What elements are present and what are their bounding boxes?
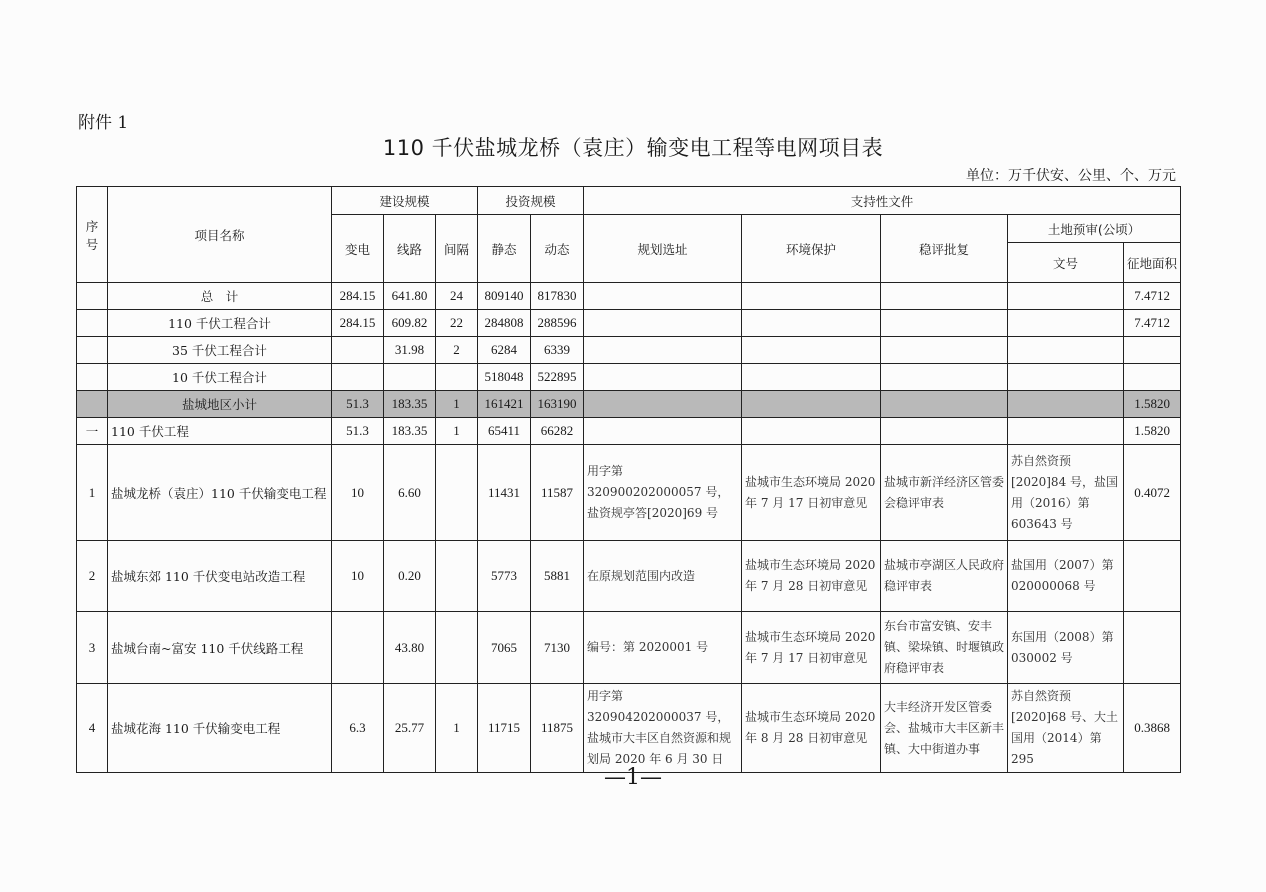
cell-doc: 东国用（2008）第 030002 号 — [1008, 612, 1124, 684]
cell-name: 总 计 — [108, 283, 332, 310]
header-static: 静态 — [478, 215, 531, 283]
cell-planning — [584, 418, 742, 445]
cell-env — [742, 391, 881, 418]
cell-area: 0.3868 — [1124, 684, 1181, 773]
cell-line: 6.60 — [384, 445, 436, 541]
document-title: 110 千伏盐城龙桥（袁庄）输变电工程等电网项目表 — [382, 136, 884, 160]
attachment-label: 附件 1 — [78, 113, 129, 133]
cell-line: 183.35 — [384, 391, 436, 418]
header-line: 线路 — [384, 215, 436, 283]
table-row — [77, 684, 1181, 773]
cell-sub: 284.15 — [332, 283, 384, 310]
cell-bay — [436, 364, 478, 391]
cell-dynamic: 7130 — [531, 612, 584, 684]
table-row — [77, 541, 1181, 612]
cell-seq — [77, 283, 108, 310]
header-doc-no: 文号 — [1008, 243, 1124, 283]
cell-line: 0.20 — [384, 541, 436, 612]
cell-sub — [332, 337, 384, 364]
header-planning: 规划选址 — [584, 215, 742, 283]
cell-line: 31.98 — [384, 337, 436, 364]
cell-sub: 51.3 — [332, 391, 384, 418]
cell-doc — [1008, 337, 1124, 364]
cell-planning — [584, 391, 742, 418]
cell-area: 1.5820 — [1124, 391, 1181, 418]
table-row — [77, 364, 1181, 391]
header-dynamic: 动态 — [531, 215, 584, 283]
header-area: 征地面积 — [1124, 243, 1181, 283]
cell-name: 盐城龙桥（袁庄）110 千伏输变电工程 — [108, 445, 332, 541]
cell-dynamic: 163190 — [531, 391, 584, 418]
cell-sub: 10 — [332, 541, 384, 612]
cell-sub: 284.15 — [332, 310, 384, 337]
cell-env: 盐城市生态环境局 2020 年 7 月 28 日初审意见 — [742, 541, 881, 612]
cell-bay — [436, 541, 478, 612]
cell-seq: 4 — [77, 684, 108, 773]
header-env: 环境保护 — [742, 215, 881, 283]
cell-static: 7065 — [478, 612, 531, 684]
cell-stability — [881, 310, 1008, 337]
header-land: 土地预审(公顷） — [1008, 215, 1181, 243]
cell-env: 盐城市生态环境局 2020 年 7 月 17 日初审意见 — [742, 612, 881, 684]
table-row — [77, 337, 1181, 364]
cell-area: 7.4712 — [1124, 310, 1181, 337]
cell-sub: 6.3 — [332, 684, 384, 773]
cell-doc — [1008, 364, 1124, 391]
cell-dynamic: 6339 — [531, 337, 584, 364]
cell-seq: 3 — [77, 612, 108, 684]
cell-area: 7.4712 — [1124, 283, 1181, 310]
cell-dynamic: 66282 — [531, 418, 584, 445]
cell-doc — [1008, 283, 1124, 310]
header-investment: 投资规模 — [478, 187, 584, 215]
cell-static: 284808 — [478, 310, 531, 337]
cell-static: 11715 — [478, 684, 531, 773]
cell-stability: 盐城市新洋经济区管委会稳评审表 — [881, 445, 1008, 541]
cell-line: 183.35 — [384, 418, 436, 445]
cell-dynamic: 11875 — [531, 684, 584, 773]
cell-bay: 2 — [436, 337, 478, 364]
cell-line — [384, 364, 436, 391]
cell-doc: 苏自然资预 [2020]84 号，盐国用（2016）第 603643 号 — [1008, 445, 1124, 541]
cell-env — [742, 283, 881, 310]
cell-static: 5773 — [478, 541, 531, 612]
cell-area — [1124, 541, 1181, 612]
cell-doc — [1008, 310, 1124, 337]
cell-name: 盐城台南~富安 110 千伏线路工程 — [108, 612, 332, 684]
cell-static: 65411 — [478, 418, 531, 445]
cell-static: 6284 — [478, 337, 531, 364]
cell-name: 110 千伏工程合计 — [108, 310, 332, 337]
cell-bay: 24 — [436, 283, 478, 310]
cell-static: 11431 — [478, 445, 531, 541]
cell-bay — [436, 612, 478, 684]
page-number: —1— — [604, 765, 662, 790]
cell-stability: 盐城市亭湖区人民政府稳评审表 — [881, 541, 1008, 612]
cell-name: 盐城地区小计 — [108, 391, 332, 418]
cell-env: 盐城市生态环境局 2020 年 8 月 28 日初审意见 — [742, 684, 881, 773]
cell-name: 10 千伏工程合计 — [108, 364, 332, 391]
cell-name: 盐城花海 110 千伏输变电工程 — [108, 684, 332, 773]
cell-name: 盐城东郊 110 千伏变电站改造工程 — [108, 541, 332, 612]
cell-line: 43.80 — [384, 612, 436, 684]
cell-area: 0.4072 — [1124, 445, 1181, 541]
cell-line: 609.82 — [384, 310, 436, 337]
cell-name: 35 千伏工程合计 — [108, 337, 332, 364]
header-substation: 变电 — [332, 215, 384, 283]
unit-note: 单位：万千伏安、公里、个、万元 — [966, 168, 1176, 184]
cell-dynamic: 817830 — [531, 283, 584, 310]
cell-planning — [584, 283, 742, 310]
header-name: 项目名称 — [108, 187, 332, 283]
header-seq: 序号 — [77, 187, 108, 283]
cell-seq: 1 — [77, 445, 108, 541]
cell-dynamic: 288596 — [531, 310, 584, 337]
cell-planning: 用字第 320904202000037 号，盐城市大丰区自然资源和规划局 2020 年 6 月 30 日 — [584, 684, 742, 773]
cell-dynamic: 11587 — [531, 445, 584, 541]
cell-seq — [77, 337, 108, 364]
header-build-scale: 建设规模 — [332, 187, 478, 215]
cell-line: 641.80 — [384, 283, 436, 310]
cell-env — [742, 418, 881, 445]
cell-dynamic: 522895 — [531, 364, 584, 391]
cell-area — [1124, 337, 1181, 364]
header-support-docs: 支持性文件 — [584, 187, 1181, 215]
cell-name: 110 千伏工程 — [108, 418, 332, 445]
cell-stability: 大丰经济开发区管委会、盐城市大丰区新丰镇、大中街道办事 — [881, 684, 1008, 773]
header-bay: 间隔 — [436, 215, 478, 283]
cell-area — [1124, 612, 1181, 684]
cell-sub — [332, 612, 384, 684]
cell-stability: 东台市富安镇、安丰镇、梁垛镇、时堰镇政府稳评审表 — [881, 612, 1008, 684]
cell-static: 809140 — [478, 283, 531, 310]
cell-doc — [1008, 418, 1124, 445]
cell-seq: 2 — [77, 541, 108, 612]
cell-planning — [584, 337, 742, 364]
cell-env — [742, 364, 881, 391]
table-row — [77, 445, 1181, 541]
table-row — [77, 612, 1181, 684]
cell-bay: 1 — [436, 391, 478, 418]
cell-bay: 22 — [436, 310, 478, 337]
cell-planning: 在原规划范围内改造 — [584, 541, 742, 612]
cell-planning — [584, 310, 742, 337]
cell-sub: 10 — [332, 445, 384, 541]
cell-env — [742, 310, 881, 337]
cell-seq — [77, 391, 108, 418]
cell-doc: 盐国用（2007）第 020000068 号 — [1008, 541, 1124, 612]
cell-doc: 苏自然资预 [2020]68 号、大土国用（2014）第 295 — [1008, 684, 1124, 773]
cell-line: 25.77 — [384, 684, 436, 773]
table-row — [77, 310, 1181, 337]
cell-doc — [1008, 391, 1124, 418]
header-stability: 稳评批复 — [881, 215, 1008, 283]
cell-dynamic: 5881 — [531, 541, 584, 612]
project-table — [76, 186, 1181, 773]
cell-stability — [881, 364, 1008, 391]
cell-stability — [881, 337, 1008, 364]
cell-static: 518048 — [478, 364, 531, 391]
cell-stability — [881, 418, 1008, 445]
cell-static: 161421 — [478, 391, 531, 418]
cell-area — [1124, 364, 1181, 391]
cell-env: 盐城市生态环境局 2020 年 7 月 17 日初审意见 — [742, 445, 881, 541]
table-row — [77, 418, 1181, 445]
cell-bay: 1 — [436, 684, 478, 773]
cell-sub — [332, 364, 384, 391]
cell-stability — [881, 391, 1008, 418]
cell-bay: 1 — [436, 418, 478, 445]
cell-sub: 51.3 — [332, 418, 384, 445]
cell-planning: 用字第 320900202000057 号，盐资规亭答[2020]69 号 — [584, 445, 742, 541]
table-row-subtotal — [77, 391, 1181, 418]
cell-planning: 编号：第 2020001 号 — [584, 612, 742, 684]
cell-seq — [77, 310, 108, 337]
cell-env — [742, 337, 881, 364]
table-row — [77, 283, 1181, 310]
cell-seq: 一 — [77, 418, 108, 445]
cell-stability — [881, 283, 1008, 310]
cell-bay — [436, 445, 478, 541]
cell-seq — [77, 364, 108, 391]
cell-area: 1.5820 — [1124, 418, 1181, 445]
cell-planning — [584, 364, 742, 391]
